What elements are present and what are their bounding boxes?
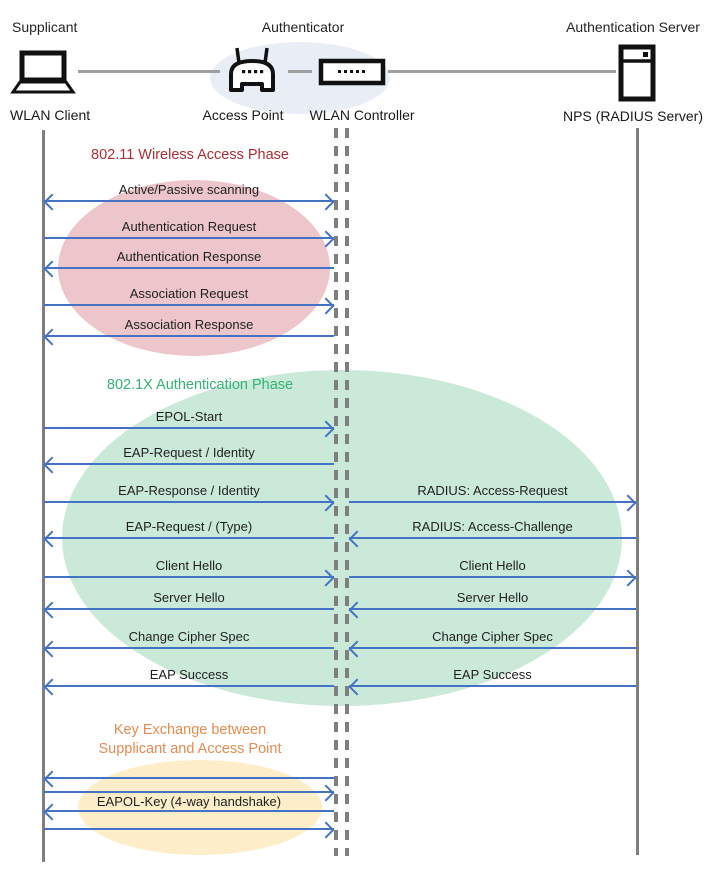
message-label-assoc-request: Association Request (129, 286, 249, 301)
message-arrow-radius-access-request (349, 501, 636, 503)
role-supplicant: Supplicant (12, 19, 78, 35)
role-authentication-server: Authentication Server (566, 19, 700, 35)
laptop-icon (10, 50, 76, 96)
phase-title-wireless: 802.11 Wireless Access Phase (91, 147, 289, 163)
message-arrow-assoc-response (44, 335, 334, 337)
message-label-radius-access-request: RADIUS: Access-Request (417, 483, 568, 498)
server-icon (618, 44, 656, 102)
message-arrow-auth-response (44, 267, 334, 269)
phase-title-dot1x: 802.1X Authentication Phase (106, 377, 294, 393)
message-arrow-server-hello-right (349, 608, 636, 610)
message-arrow-change-cipher-spec-left (44, 647, 334, 649)
message-label-auth-request: Authentication Request (121, 219, 257, 234)
message-label-eap-response-identity: EAP-Response / Identity (118, 483, 260, 498)
message-arrow-eap-success-left (44, 685, 334, 687)
message-label-server-hello-left: Server Hello (153, 590, 225, 605)
message-arrow-scan (44, 200, 334, 202)
message-arrow-eapol-key-3 (44, 810, 334, 812)
message-label-client-hello-left: Client Hello (155, 558, 223, 573)
message-label-eap-request-identity: EAP-Request / Identity (123, 445, 255, 460)
phase-title-key-exchange-line1: Key Exchange between (113, 722, 267, 738)
phase-title-key-exchange (44, 721, 336, 759)
message-label-scan: Active/Passive scanning (118, 182, 260, 197)
connector-ap-controller (288, 70, 312, 73)
message-label-epol-start: EPOL-Start (155, 409, 223, 424)
node-label-access-point: Access Point (202, 107, 284, 123)
lifeline-nps (636, 128, 639, 855)
message-arrow-assoc-request (44, 304, 334, 306)
message-arrow-eap-response-identity (44, 501, 334, 503)
message-arrow-change-cipher-spec-right (349, 647, 636, 649)
message-label-eapol-key: EAPOL-Key (4-way handshake) (96, 794, 282, 809)
message-label-auth-response: Authentication Response (116, 249, 262, 264)
message-arrow-client-hello-right (349, 576, 636, 578)
message-arrow-eap-success-right (349, 685, 636, 687)
message-label-eap-request-type: EAP-Request / (Type) (125, 519, 253, 534)
message-arrow-eapol-key-4 (44, 828, 334, 830)
phase-title-key-exchange-line2: Supplicant and Access Point (98, 741, 282, 757)
message-label-assoc-response: Association Response (124, 317, 254, 332)
message-label-change-cipher-spec-right: Change Cipher Spec (432, 629, 553, 644)
message-arrow-auth-request (44, 237, 334, 239)
message-label-eap-success-right: EAP Success (453, 667, 532, 682)
node-label-nps: NPS (RADIUS Server) (562, 108, 704, 124)
connector-client-ap (78, 70, 220, 73)
message-arrow-eap-request-identity (44, 463, 334, 465)
node-label-wlan-controller: WLAN Controller (309, 107, 415, 123)
message-arrow-eapol-key-2 (44, 791, 334, 793)
message-arrow-epol-start (44, 427, 334, 429)
message-label-radius-access-challenge: RADIUS: Access-Challenge (412, 519, 573, 534)
message-arrow-radius-access-challenge (349, 537, 636, 539)
node-label-wlan-client: WLAN Client (10, 107, 91, 123)
message-arrow-eapol-key-1 (44, 777, 334, 779)
message-arrow-server-hello-left (44, 608, 334, 610)
controller-box-icon (318, 58, 386, 86)
message-arrow-client-hello-left (44, 576, 334, 578)
message-arrow-eap-request-type (44, 537, 334, 539)
role-authenticator: Authenticator (261, 19, 345, 35)
connector-controller-server (388, 70, 616, 73)
wireless-access-point-icon (222, 46, 282, 96)
message-label-client-hello-right: Client Hello (459, 558, 526, 573)
message-label-eap-success-left: EAP Success (149, 667, 229, 682)
message-label-server-hello-right: Server Hello (456, 590, 529, 605)
message-label-change-cipher-spec-left: Change Cipher Spec (128, 629, 250, 644)
